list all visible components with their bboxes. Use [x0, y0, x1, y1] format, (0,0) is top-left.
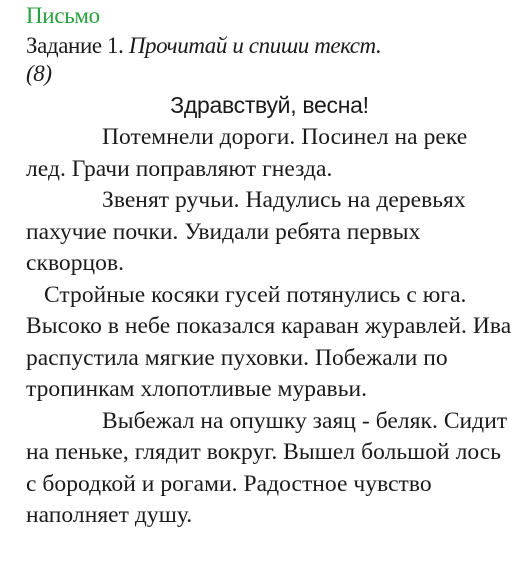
task-heading: [26, 32, 513, 88]
story-paragraph: Звенят ручьи. Надулись на деревьях пахучие почки. Увидали ребята первых скворцов.: [26, 187, 466, 276]
story-text: [26, 122, 513, 532]
story-title: Здравствуй, весна!: [170, 92, 369, 118]
story-paragraph: Стройные косяки гусей потянулись с юга. Высоко в небе показался караван журавлей. Ива распустила мягкие пуховки. Побежали по тропинкам хлопотливые муравьи.: [26, 281, 512, 402]
section-label: Письмо: [26, 3, 100, 28]
story-paragraph: Выбежал на опушку заяц - беляк. Сидит на пеньке, глядит вокруг. Вышел большой лось с бородкой и рогами. Радостное чувство наполняет душу.: [26, 407, 508, 528]
story-paragraph: Потемнели дороги. Посинел на реке лед. Грачи поправляют гнезда.: [26, 124, 468, 182]
task-number: Задание 1.: [26, 33, 124, 58]
task-points: (8): [26, 61, 52, 86]
task-instruction: Прочитай и спиши текст.: [128, 33, 382, 58]
